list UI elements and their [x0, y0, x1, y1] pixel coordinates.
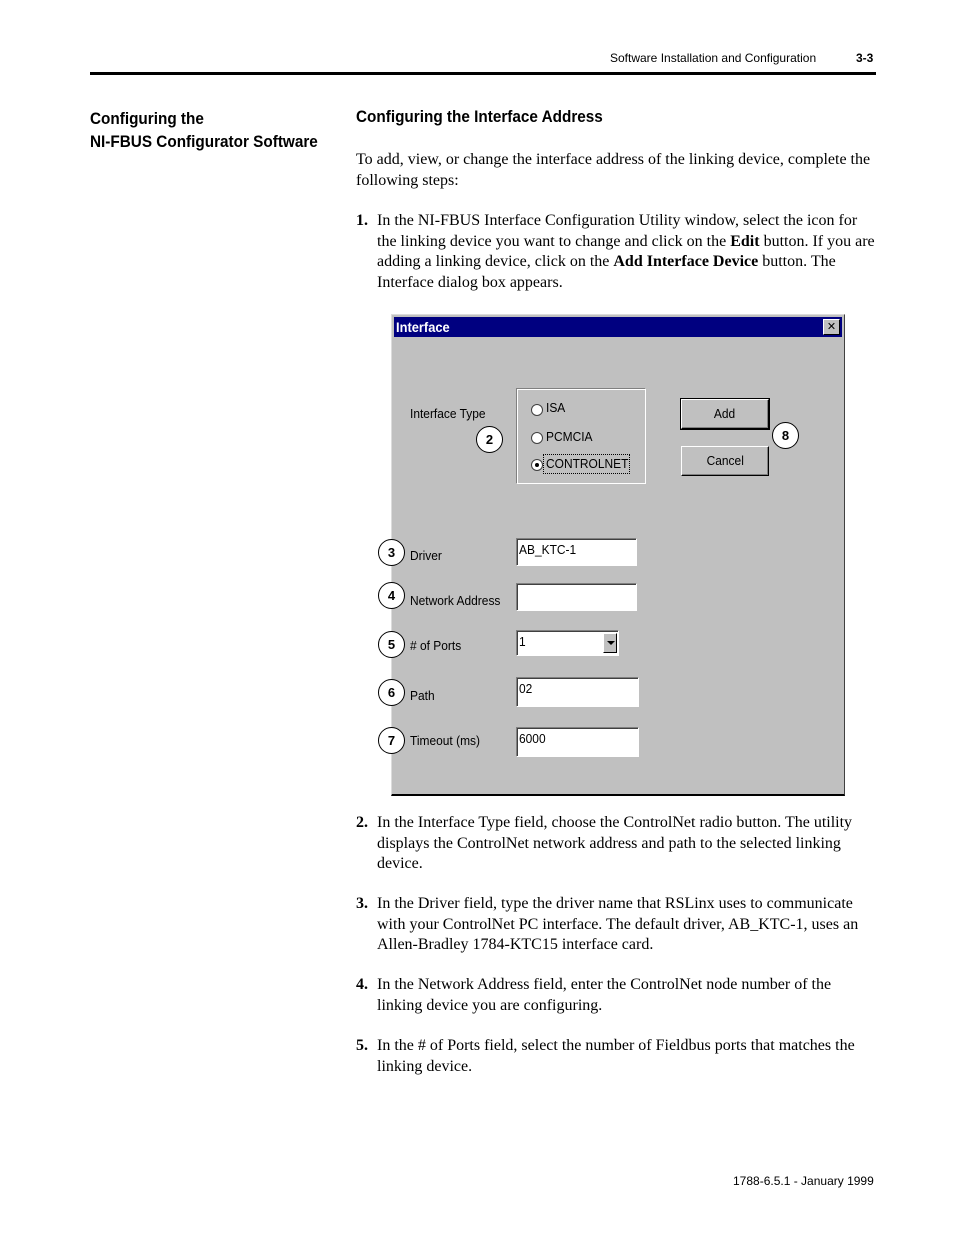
page-footer: 1788-6.5.1 - January 1999 [733, 1174, 874, 1188]
add-interface-device-reference: Add Interface Device [613, 253, 759, 270]
interface-dialog [391, 314, 845, 796]
radio-selected-dot [535, 463, 539, 467]
callout-2: 2 [476, 426, 503, 453]
path-field[interactable]: 02 [516, 677, 639, 707]
callout-8: 8 [772, 422, 799, 449]
chevron-down-icon[interactable] [603, 633, 617, 653]
step-4 [356, 975, 876, 1016]
running-header-title: Software Installation and Configuration [610, 51, 817, 65]
step-text: In the Network Address field, enter the ControlNet node number of the linking device you are configuring. [377, 976, 832, 1014]
edit-button-reference: Edit [730, 232, 760, 250]
interface-type-group [516, 388, 646, 484]
step-number: 3. [356, 895, 368, 912]
ports-select[interactable]: 1 [516, 630, 619, 656]
callout-3: 3 [378, 539, 405, 566]
callout-5: 5 [378, 631, 405, 658]
radio-controlnet-label: CONTROLNET [546, 456, 629, 471]
step-text: In the # of Ports field, select the number of Fieldbus ports that matches the linking device. [377, 1037, 855, 1075]
driver-label: Driver [410, 548, 442, 563]
side-heading [90, 107, 324, 153]
step-text: In the Interface Type field, choose the ControlNet radio button. The utility displays the ControlNet network address and path to the selected linking device. [377, 814, 853, 872]
side-heading-line: Configuring the [90, 109, 204, 128]
interface-type-label: Interface Type [410, 406, 486, 421]
ports-label: # of Ports [410, 638, 462, 653]
callout-4: 4 [378, 582, 405, 609]
step-number: 5. [356, 1037, 368, 1054]
callout-6: 6 [378, 679, 405, 706]
radio-pcmcia[interactable] [531, 432, 543, 444]
radio-controlnet[interactable] [531, 459, 543, 471]
timeout-field[interactable]: 6000 [516, 727, 639, 757]
header-rule [90, 72, 876, 75]
step-number: 4. [356, 976, 368, 993]
driver-field[interactable]: AB_KTC-1 [516, 538, 637, 566]
add-button[interactable]: Add [681, 399, 769, 429]
close-icon: ✕ [826, 321, 837, 333]
cancel-button[interactable]: Cancel [681, 446, 769, 476]
network-address-field[interactable] [516, 583, 637, 611]
dialog-titlebar [394, 317, 842, 337]
radio-pcmcia-label: PCMCIA [546, 429, 593, 444]
radio-isa-label: ISA [546, 400, 566, 415]
callout-7: 7 [378, 727, 405, 754]
intro-paragraph: To add, view, or change the interface address of the linking device, complete the following steps: [356, 151, 871, 189]
step-number: 2. [356, 814, 368, 831]
section-heading: Configuring the Interface Address [356, 107, 603, 126]
step-2 [356, 813, 876, 875]
radio-isa[interactable] [531, 404, 543, 416]
network-address-label: Network Address [410, 593, 501, 608]
page-number: 3-3 [856, 51, 874, 65]
close-button[interactable] [823, 319, 840, 335]
step-5 [356, 1036, 876, 1077]
timeout-label: Timeout (ms) [410, 733, 480, 748]
step-number: 1. [356, 212, 368, 229]
step-text: In the NI-FBUS Interface Configuration Utility window, select the icon for the linking device you want to change and click on the Edit button. If you are adding a linking device, click on the Add Interface Device button. The Interface dialog box appears. [377, 212, 875, 291]
step-text: In the Driver field, type the driver name that RSLinx uses to communicate with your ControlNet PC interface. The default driver, AB_KTC-1, uses an Allen-Bradley 1784-KTC15 interface card. [377, 895, 859, 953]
step-1 [356, 211, 876, 293]
step-3 [356, 894, 876, 956]
path-label: Path [410, 688, 435, 703]
side-heading-line: NI-FBUS Configurator Software [90, 132, 318, 151]
dialog-title: Interface [396, 319, 450, 335]
